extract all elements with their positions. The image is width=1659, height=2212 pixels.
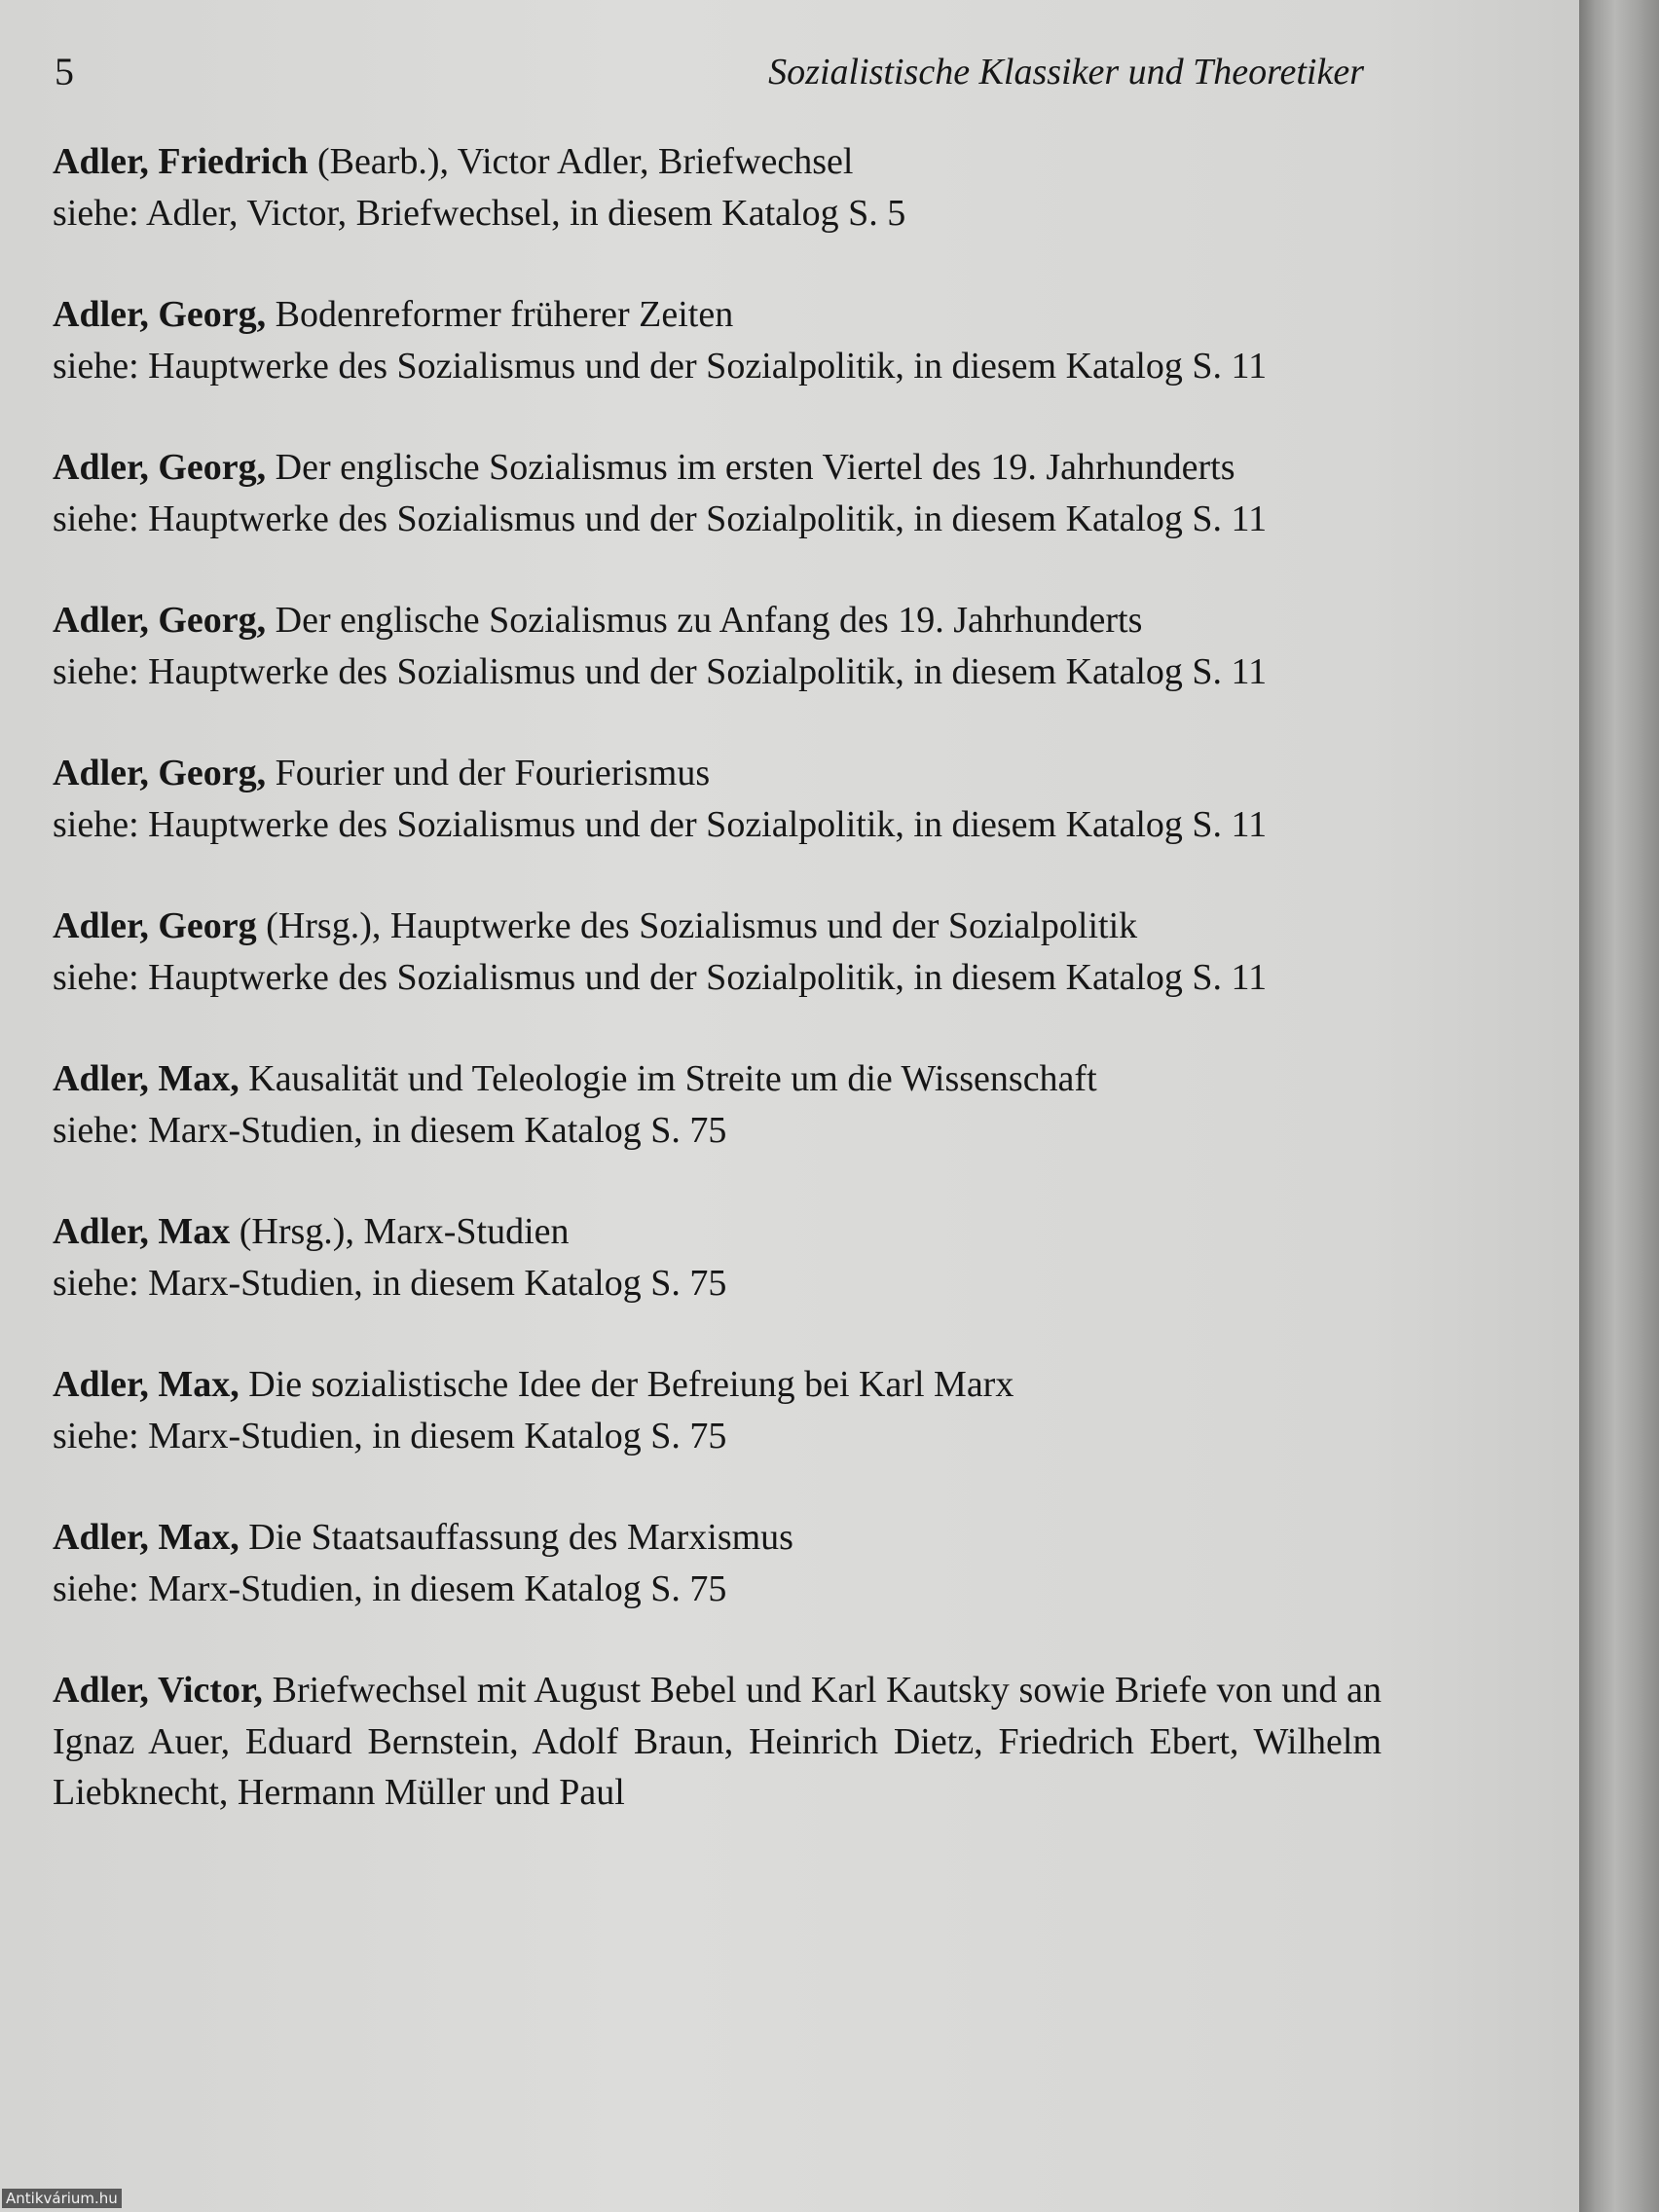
entry-title: Bodenreformer früherer Zeiten xyxy=(266,294,734,335)
entry-author: Adler, Max xyxy=(53,1211,231,1252)
entry-author: Adler, Friedrich xyxy=(53,141,309,182)
entry-reference: siehe: Hauptwerke des Sozialismus und der Sozialpolitik, in diesem Katalog S. 11 xyxy=(53,498,1268,539)
entry-reference: siehe: Adler, Victor, Briefwechsel, in diesem Katalog S. 5 xyxy=(53,192,906,234)
page-header xyxy=(55,43,1364,101)
entry-reference: siehe: Marx-Studien, in diesem Katalog S. 75 xyxy=(53,1109,727,1151)
entry-reference: siehe: Hauptwerke des Sozialismus und der Sozialpolitik, in diesem Katalog S. 11 xyxy=(53,956,1268,998)
entry-author: Adler, Georg, xyxy=(53,294,267,335)
catalog-entry xyxy=(53,136,1382,239)
entry-title: (Bearb.), Victor Adler, Briefwechsel xyxy=(308,141,854,182)
entry-author: Adler, Georg, xyxy=(53,600,267,641)
entry-reference: siehe: Marx-Studien, in diesem Katalog S. 75 xyxy=(53,1262,727,1304)
catalog-entry xyxy=(53,1512,1382,1614)
entry-title: Briefwechsel mit August Bebel und Karl Kautsky sowie Briefe von und an Ignaz Auer, Eduard Bernstein, Adolf Braun, Heinrich Dietz, Friedrich Ebert, Wilhelm Liebknecht, Hermann Müller und Paul xyxy=(53,1670,1382,1813)
catalog-entry xyxy=(53,1359,1382,1461)
catalog-entry xyxy=(53,748,1382,850)
entry-title: Die Staatsauffassung des Marxismus xyxy=(239,1517,793,1558)
entry-author: Adler, Max, xyxy=(53,1364,240,1405)
entry-title: Der englische Sozialismus zu Anfang des 19. Jahrhunderts xyxy=(266,600,1143,641)
entry-author: Adler, Georg, xyxy=(53,753,267,793)
entry-title: Kausalität und Teleologie im Streite um die Wissenschaft xyxy=(239,1058,1097,1099)
entry-author: Adler, Max, xyxy=(53,1517,240,1558)
catalog-entry xyxy=(53,289,1382,391)
catalog-entry xyxy=(53,595,1382,697)
entry-title: Der englische Sozialismus im ersten Viertel des 19. Jahrhunderts xyxy=(266,447,1235,488)
site-watermark: Antikvárium.hu xyxy=(2,2189,122,2208)
entry-title: (Hrsg.), Marx-Studien xyxy=(230,1211,570,1252)
entry-title: Die sozialistische Idee der Befreiung bei Karl Marx xyxy=(239,1364,1014,1405)
entry-author: Adler, Victor, xyxy=(53,1670,263,1711)
catalog-entry xyxy=(53,1053,1382,1156)
catalog-entry xyxy=(53,1206,1382,1309)
entry-author: Adler, Max, xyxy=(53,1058,240,1099)
entry-reference: siehe: Hauptwerke des Sozialismus und der Sozialpolitik, in diesem Katalog S. 11 xyxy=(53,650,1268,692)
running-title: Sozialistische Klassiker und Theoretiker xyxy=(768,52,1364,92)
entry-reference: siehe: Marx-Studien, in diesem Katalog S. 75 xyxy=(53,1415,727,1456)
page-number: 5 xyxy=(55,50,74,93)
catalog-entry xyxy=(53,1665,1382,1819)
book-spine xyxy=(1579,0,1659,2212)
entry-author: Adler, Georg, xyxy=(53,447,267,488)
entry-reference: siehe: Hauptwerke des Sozialismus und der Sozialpolitik, in diesem Katalog S. 11 xyxy=(53,345,1268,387)
catalog-entry xyxy=(53,442,1382,544)
entry-title: Fourier und der Fourierismus xyxy=(266,753,711,793)
entry-reference: siehe: Hauptwerke des Sozialismus und der Sozialpolitik, in diesem Katalog S. 11 xyxy=(53,803,1268,845)
entry-title: (Hrsg.), Hauptwerke des Sozialismus und der Sozialpolitik xyxy=(256,905,1138,946)
entry-author: Adler, Georg xyxy=(53,905,257,946)
entry-reference: siehe: Marx-Studien, in diesem Katalog S. 75 xyxy=(53,1567,727,1609)
catalog-entry xyxy=(53,901,1382,1003)
catalog-entries xyxy=(53,136,1382,1869)
